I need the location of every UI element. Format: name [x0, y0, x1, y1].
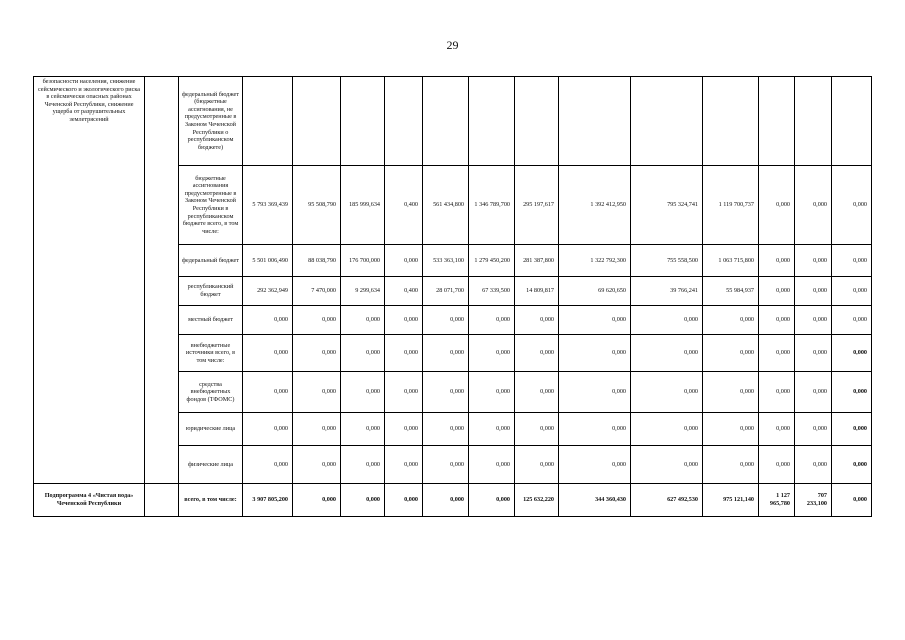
- value-cell: 0,000: [341, 484, 385, 517]
- value-cell: 95 508,790: [293, 166, 341, 245]
- value-cell: 0,000: [341, 413, 385, 446]
- value-cell: 3 907 805,200: [243, 484, 293, 517]
- value-cell: [559, 77, 631, 166]
- value-cell: 0,000: [759, 277, 795, 306]
- value-cell: 0,000: [795, 166, 832, 245]
- funding-source: местный бюджет: [179, 306, 243, 335]
- value-cell: 0,000: [795, 335, 832, 372]
- value-cell: 0,000: [423, 335, 469, 372]
- value-cell: 0,000: [293, 372, 341, 413]
- value-cell: 0,000: [293, 446, 341, 484]
- value-cell: 0,000: [469, 306, 515, 335]
- value-cell: 0,000: [703, 413, 759, 446]
- value-cell: 0,000: [341, 446, 385, 484]
- value-cell: 0,000: [515, 446, 559, 484]
- value-cell: 0,000: [385, 306, 423, 335]
- value-cell: 55 984,937: [703, 277, 759, 306]
- funding-source: физические лица: [179, 446, 243, 484]
- value-cell: 0,000: [703, 306, 759, 335]
- value-cell: 67 339,500: [469, 277, 515, 306]
- value-cell: 0,400: [385, 277, 423, 306]
- value-cell: 0,000: [631, 306, 703, 335]
- value-cell: 755 558,500: [631, 245, 703, 277]
- value-cell: 0,000: [469, 335, 515, 372]
- value-cell: 0,000: [832, 277, 872, 306]
- value-cell: 344 360,430: [559, 484, 631, 517]
- value-cell: 0,000: [293, 484, 341, 517]
- value-cell: 0,000: [385, 245, 423, 277]
- value-cell: 0,000: [423, 413, 469, 446]
- value-cell: 0,000: [795, 277, 832, 306]
- subprogram-name: Подпрограмма 4 «Чистая вода» Чеченской Республики: [34, 484, 145, 517]
- value-cell: 0,000: [293, 335, 341, 372]
- value-cell: [341, 77, 385, 166]
- value-cell: 0,000: [515, 306, 559, 335]
- value-cell: 707 233,100: [795, 484, 832, 517]
- value-cell: 0,000: [559, 372, 631, 413]
- value-cell: 0,000: [423, 306, 469, 335]
- value-cell: 0,000: [385, 484, 423, 517]
- value-cell: 0,000: [559, 413, 631, 446]
- value-cell: 0,000: [385, 446, 423, 484]
- value-cell: 1 127 965,780: [759, 484, 795, 517]
- value-cell: [243, 77, 293, 166]
- value-cell: 1 322 792,300: [559, 245, 631, 277]
- value-cell: 0,000: [795, 413, 832, 446]
- value-cell: 0,000: [759, 413, 795, 446]
- value-cell: 0,000: [515, 372, 559, 413]
- value-cell: 0,000: [423, 372, 469, 413]
- value-cell: [385, 77, 423, 166]
- value-cell: 0,000: [795, 446, 832, 484]
- value-cell: 5 793 369,439: [243, 166, 293, 245]
- table-row: [34, 77, 872, 166]
- value-cell: [469, 77, 515, 166]
- value-cell: 39 766,241: [631, 277, 703, 306]
- value-cell: 9 299,634: [341, 277, 385, 306]
- value-cell: 0,000: [293, 413, 341, 446]
- value-cell: 0,000: [631, 446, 703, 484]
- value-cell: 125 632,220: [515, 484, 559, 517]
- value-cell: 0,000: [795, 306, 832, 335]
- value-cell: 0,000: [832, 166, 872, 245]
- funding-source: республиканский бюджет: [179, 277, 243, 306]
- value-cell: 0,000: [832, 245, 872, 277]
- value-cell: 0,000: [759, 306, 795, 335]
- value-cell: 295 197,617: [515, 166, 559, 245]
- value-cell: [759, 77, 795, 166]
- value-cell: 185 999,634: [341, 166, 385, 245]
- value-cell: 0,000: [832, 484, 872, 517]
- value-cell: 88 038,790: [293, 245, 341, 277]
- value-cell: 0,000: [469, 484, 515, 517]
- value-cell: 0,000: [631, 372, 703, 413]
- value-cell: 0,000: [631, 335, 703, 372]
- value-cell: 1 392 412,950: [559, 166, 631, 245]
- value-cell: 561 434,800: [423, 166, 469, 245]
- value-cell: 0,000: [293, 306, 341, 335]
- value-cell: 0,000: [795, 245, 832, 277]
- value-cell: 14 809,817: [515, 277, 559, 306]
- value-cell: [832, 77, 872, 166]
- value-cell: 0,000: [832, 372, 872, 413]
- value-cell: 7 470,000: [293, 277, 341, 306]
- funding-source: федеральный бюджет: [179, 245, 243, 277]
- value-cell: 0,000: [469, 446, 515, 484]
- value-cell: 28 071,700: [423, 277, 469, 306]
- value-cell: 0,000: [832, 413, 872, 446]
- funding-source: федеральный бюджет (бюджетные ассигнования, не предусмотренные в Законом Чеченской Республики о республиканском бюджете): [179, 77, 243, 166]
- value-cell: 0,000: [385, 335, 423, 372]
- value-cell: 0,000: [559, 446, 631, 484]
- value-cell: 176 700,000: [341, 245, 385, 277]
- value-cell: 1 346 789,700: [469, 166, 515, 245]
- value-cell: 0,000: [832, 446, 872, 484]
- value-cell: 1 119 700,737: [703, 166, 759, 245]
- value-cell: 69 620,650: [559, 277, 631, 306]
- empty-cell: [145, 484, 179, 517]
- value-cell: 0,000: [759, 166, 795, 245]
- value-cell: 627 492,530: [631, 484, 703, 517]
- value-cell: 0,000: [515, 413, 559, 446]
- value-cell: 281 387,800: [515, 245, 559, 277]
- value-cell: 0,000: [243, 446, 293, 484]
- value-cell: [293, 77, 341, 166]
- empty-cell: [145, 77, 179, 484]
- funding-source: средства внебюджетных фондов (ТФОМС): [179, 372, 243, 413]
- value-cell: 0,000: [469, 413, 515, 446]
- value-cell: 533 363,100: [423, 245, 469, 277]
- value-cell: 0,000: [243, 306, 293, 335]
- value-cell: 5 501 006,490: [243, 245, 293, 277]
- value-cell: 0,000: [559, 306, 631, 335]
- value-cell: 0,000: [559, 335, 631, 372]
- value-cell: 0,000: [341, 372, 385, 413]
- value-cell: 0,000: [759, 446, 795, 484]
- value-cell: 0,400: [385, 166, 423, 245]
- value-cell: 975 121,140: [703, 484, 759, 517]
- measure-description: безопасности населения, снижение сейсмического и экологического риска в сейсмически опасных районах Чеченской Республики, снижение ущерба от разрушительных землетрясений: [34, 77, 145, 484]
- value-cell: 1 279 450,200: [469, 245, 515, 277]
- funding-source: внебюджетные источники всего, в том числе:: [179, 335, 243, 372]
- value-cell: 0,000: [469, 372, 515, 413]
- value-cell: 0,000: [703, 372, 759, 413]
- value-cell: [423, 77, 469, 166]
- value-cell: 0,000: [832, 335, 872, 372]
- funding-source: всего, в том числе:: [179, 484, 243, 517]
- value-cell: 0,000: [243, 372, 293, 413]
- value-cell: 0,000: [703, 335, 759, 372]
- value-cell: 1 063 715,800: [703, 245, 759, 277]
- value-cell: [515, 77, 559, 166]
- page-number: 29: [446, 38, 459, 52]
- funding-source: юридические лица: [179, 413, 243, 446]
- value-cell: 0,000: [832, 306, 872, 335]
- value-cell: 0,000: [759, 245, 795, 277]
- funding-source: бюджетные ассигнования предусмотренные в Законом Чеченской Республики в республиканском бюджете всего, в том числе:: [179, 166, 243, 245]
- value-cell: 0,000: [341, 335, 385, 372]
- value-cell: 0,000: [795, 372, 832, 413]
- value-cell: 0,000: [385, 372, 423, 413]
- subprogram-row: [34, 484, 872, 517]
- value-cell: 0,000: [759, 372, 795, 413]
- value-cell: [795, 77, 832, 166]
- value-cell: [631, 77, 703, 166]
- value-cell: 0,000: [703, 446, 759, 484]
- value-cell: 0,000: [631, 413, 703, 446]
- budget-table: [33, 76, 872, 517]
- value-cell: 0,000: [423, 446, 469, 484]
- value-cell: 0,000: [243, 335, 293, 372]
- value-cell: 0,000: [423, 484, 469, 517]
- value-cell: 0,000: [341, 306, 385, 335]
- value-cell: [703, 77, 759, 166]
- value-cell: 0,000: [243, 413, 293, 446]
- value-cell: 795 324,741: [631, 166, 703, 245]
- value-cell: 0,000: [385, 413, 423, 446]
- value-cell: 292 362,949: [243, 277, 293, 306]
- value-cell: 0,000: [759, 335, 795, 372]
- value-cell: 0,000: [515, 335, 559, 372]
